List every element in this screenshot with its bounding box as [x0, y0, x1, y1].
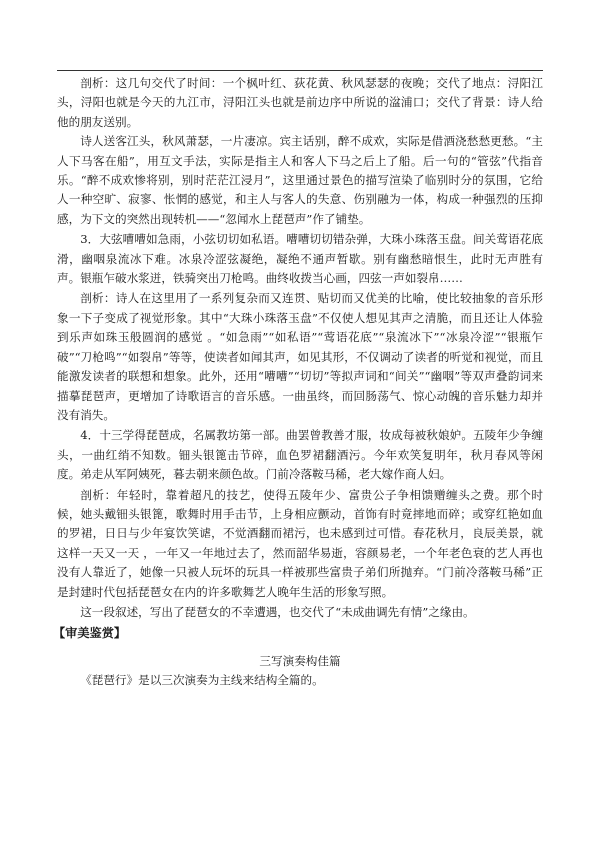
header-rule	[57, 70, 543, 71]
section-subtitle: 三写演奏构佳篇	[259, 654, 341, 669]
analysis-paragraph-1: 剖析：这几句交代了时间：一个枫叶红、荻花黄、秋风瑟瑟的夜晚；交代了地点：浔阳江头，浔阳也就是今天的九江市，浔阳江头也就是前边序中所说的湓浦口；交代了背景：诗人给他的朋友送别。	[57, 76, 543, 129]
section-heading: 【审美鉴赏】	[53, 626, 127, 641]
poem-excerpt-3: 3．大弦嘈嘈如急雨，小弦切切如私语。嘈嘈切切错杂弹，大珠小珠落玉盘。间关莺语花底滑，幽咽泉流冰下难。冰泉冷涩弦凝绝，凝绝不通声暂歇。别有幽愁暗恨生，此时无声胜有声。银瓶乍破水浆迸，铁骑突出刀枪鸣。曲终收拨当心画，四弦一声如裂帛……	[57, 232, 543, 286]
document-body	[53, 74, 543, 691]
summary-paragraph: 这一段叙述，写出了琵琶女的不幸遭遇，也交代了“未成曲调先有情”之缘由。	[80, 604, 475, 619]
closing-paragraph: 《琵琶行》是以三次演奏为主线来结构全篇的。	[80, 673, 324, 688]
poem-excerpt-4: 4．十三学得琵琶成，名属教坊第一部。曲罢曾教善才服，妆成每被秋娘妒。五陵年少争缠头，一曲红绡不知数。钿头银篦击节碎，血色罗裙翻酒污。今年欢笑复明年，秋月春风等闲度。弟走从军阿姨死，暮去朝来颜色故。门前冷落鞍马稀，老大嫁作商人妇。	[57, 428, 543, 482]
analysis-paragraph-4: 剖析：年轻时，靠着超凡的技艺，使得五陵年少、富贵公子争相馈赠缠头之费。那个时候，她头戴钿头银篦，歌舞时用手击节，上身相应颤动，首饰有时竟摔地而碎；或穿红艳如血的罗裙，日日与少年宴饮笑谑，不觉酒翻而裙污，也未感到过可惜。春花秋月，良辰美景，就这样一天又一天 ，一年又一年地过去了，然而韶华易逝，容颜易老，一个年老色衰的艺人再也没有人靠近了，她像一只被人玩坏的玩具一样被那些富贵子弟们所抛弃。“门前冷落鞍马稀”正是封建时代包括琵琶女在内的许多歌舞艺人晚年生活的形象写照。	[57, 487, 543, 599]
analysis-paragraph-3: 剖析：诗人在这里用了一系列复杂而又连贯、贴切而又优美的比喻，使比较抽象的音乐形象一下子变成了视觉形象。其中“大珠小珠落玉盘”不仅使人想见其声之清脆，而且还让人体验到乐声如珠玉般圆润的感觉 。“如急雨”“如私语”“莺语花底”“泉流冰下”“冰泉冷涩”“银瓶乍破”“刀枪鸣”“如裂帛”等等，使读者如闻其声，如见其形，不仅调动了读者的听觉和视觉，而且能激发读者的联想和想象。此外，还用“嘈嘈”“切切”等拟声词和“间关”“幽咽”等双声叠韵词来描摹琵琶声，更增加了诗歌语言的音乐感。一曲虽终，而回肠荡气、惊心动魄的音乐魅力却并没有消失。	[57, 291, 543, 422]
commentary-paragraph: 诗人送客江头，秋风萧瑟，一片凄凉。宾主话别，醉不成欢，实际是借酒浇愁愁更愁。“主人下马客在船”，用互文手法，实际是指主人和客人下马之后上了船。后一句的“管弦”代指音乐。“醉不成欢惨将别，别时茫茫江浸月”，这里通过景色的描写渲染了临别时分的氛围，它给人一种空旷、寂寥、怅惘的感觉，和主人与客人的失意、伤别融为一体，构成一种强烈的压抑感，为下文的突然出现转机——“忽闻水上琵琶声”作了铺垫。	[57, 134, 543, 226]
